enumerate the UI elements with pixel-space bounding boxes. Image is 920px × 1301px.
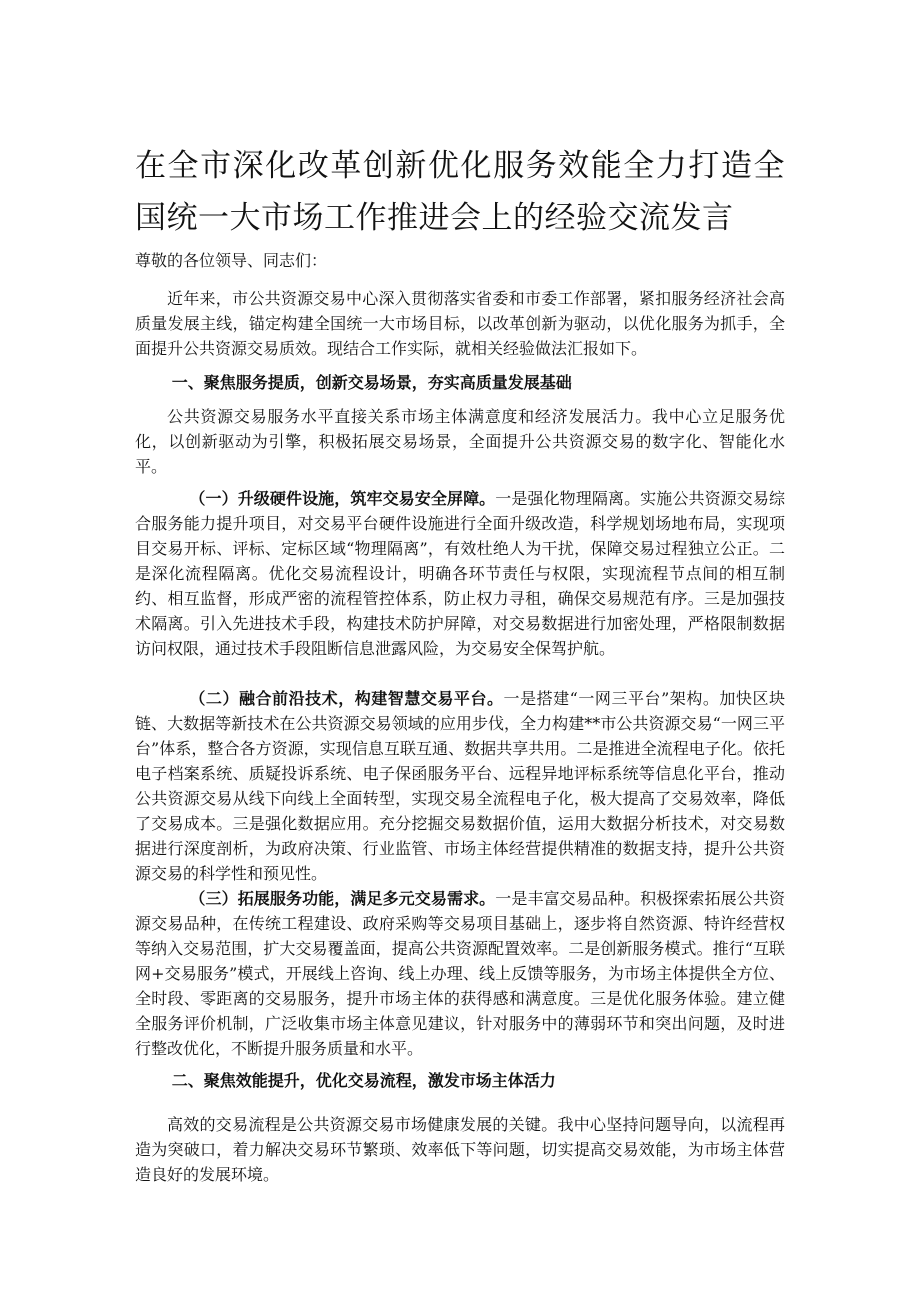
subsection-2-text: 一是搭建“一网三平台”架构。加快区块链、大数据等新技术在公共资源交易领域的应用步伐，全力构建**市公共资源交易“一网三平台”体系，整合各方资源，实现信息互联互通、数据共享共用。二是推进全流程电子化。依托电子档案系统、质疑投诉系统、电子保函服务平台、远程异地评标系统等信息化平台，推动公共资源交易从线下向线上全面转型，实现交易全流程电子化，极大提高了交易效率，降低了交易成本。三是强化数据应用。充分挖掘交易数据价值，运用大数据分析技术，对交易数据进行深度剖析，为政府决策、行业监管、市场主体经营提供精准的数据支持，提升公共资源交易的科学性和预见性。 (135, 689, 785, 883)
document-title: 在全市深化改革创新优化服务效能全力打造全国统一大市场工作推进会上的经验交流发言 (135, 148, 785, 236)
salutation: 尊敬的各位领导、同志们： (135, 251, 328, 270)
subsection-3-paragraph (135, 886, 785, 1061)
subsection-3-text: 一是丰富交易品种。积极探索拓展公共资源交易品种，在传统工程建设、政府采购等交易项目基础上，逐步将自然资源、特许经营权等纳入交易范围，扩大交易覆盖面，提高公共资源配置效率。二是创新服务模式。推行“互联网+交易服务”模式，开展线上咨询、线上办理、线上反馈等服务，为市场主体提供全方位、全时段、零距离的交易服务，提升市场主体的获得感和满意度。三是优化服务体验。建立健全服务评价机制，广泛收集市场主体意见建议，针对服务中的薄弱环节和突出问题，及时进行整改优化，不断提升服务质量和水平。 (135, 889, 785, 1058)
subsection-1-text: 一是强化物理隔离。实施公共资源交易综合服务能力提升项目，对交易平台硬件设施进行全面升级改造，科学规划场地布局，实现项目交易开标、评标、定标区域“物理隔离”，有效杜绝人为干扰，保障交易过程独立公正。二是深化流程隔离。优化交易流程设计，明确各环节责任与权限，实现流程节点间的相互制约、相互监督，形成严密的流程管控体系，防止权力寻租，确保交易规范有序。三是加强技术隔离。引入先进技术手段，构建技术防护屏障，对交易数据进行加密处理，严格限制数据访问权限，通过技术手段阻断信息泄露风险，为交易安全保驾护航。 (135, 489, 785, 658)
section-2-intro: 高效的交易流程是公共资源交易市场健康发展的关键。我中心坚持问题导向，以流程再造为突破口，着力解决交易环节繁琐、效率低下等问题，切实提高交易效能，为市场主体营造良好的发展环境。 (135, 1115, 785, 1184)
subsection-1-heading: （一）升级硬件设施，筑牢交易安全屏障。 (189, 489, 496, 508)
section-1-intro: 公共资源交易服务水平直接关系市场主体满意度和经济发展活力。我中心立足服务优化，以创新驱动为引擎，积极拓展交易场景，全面提升公共资源交易的数字化、智能化水平。 (135, 407, 785, 476)
subsection-3-heading: （三）拓展服务功能，满足多元交易需求。 (189, 889, 496, 908)
subsection-2-heading: （二）融合前沿技术，构建智慧交易平台。 (189, 689, 504, 708)
section-2-heading: 二、聚焦效能提升，优化交易流程，激发市场主体活力 (171, 1071, 556, 1090)
subsection-2-paragraph (135, 686, 785, 886)
intro-paragraph: 近年来，市公共资源交易中心深入贯彻落实省委和市委工作部署，紧扣服务经济社会高质量发展主线，锚定构建全国统一大市场目标，以改革创新为驱动，以优化服务为抓手，全面提升公共资源交易质效。现结合工作实际，就相关经验做法汇报如下。 (135, 289, 785, 358)
section-1-heading: 一、聚焦服务提质，创新交易场景，夯实高质量发展基础 (171, 373, 572, 392)
subsection-1-paragraph (135, 486, 785, 661)
